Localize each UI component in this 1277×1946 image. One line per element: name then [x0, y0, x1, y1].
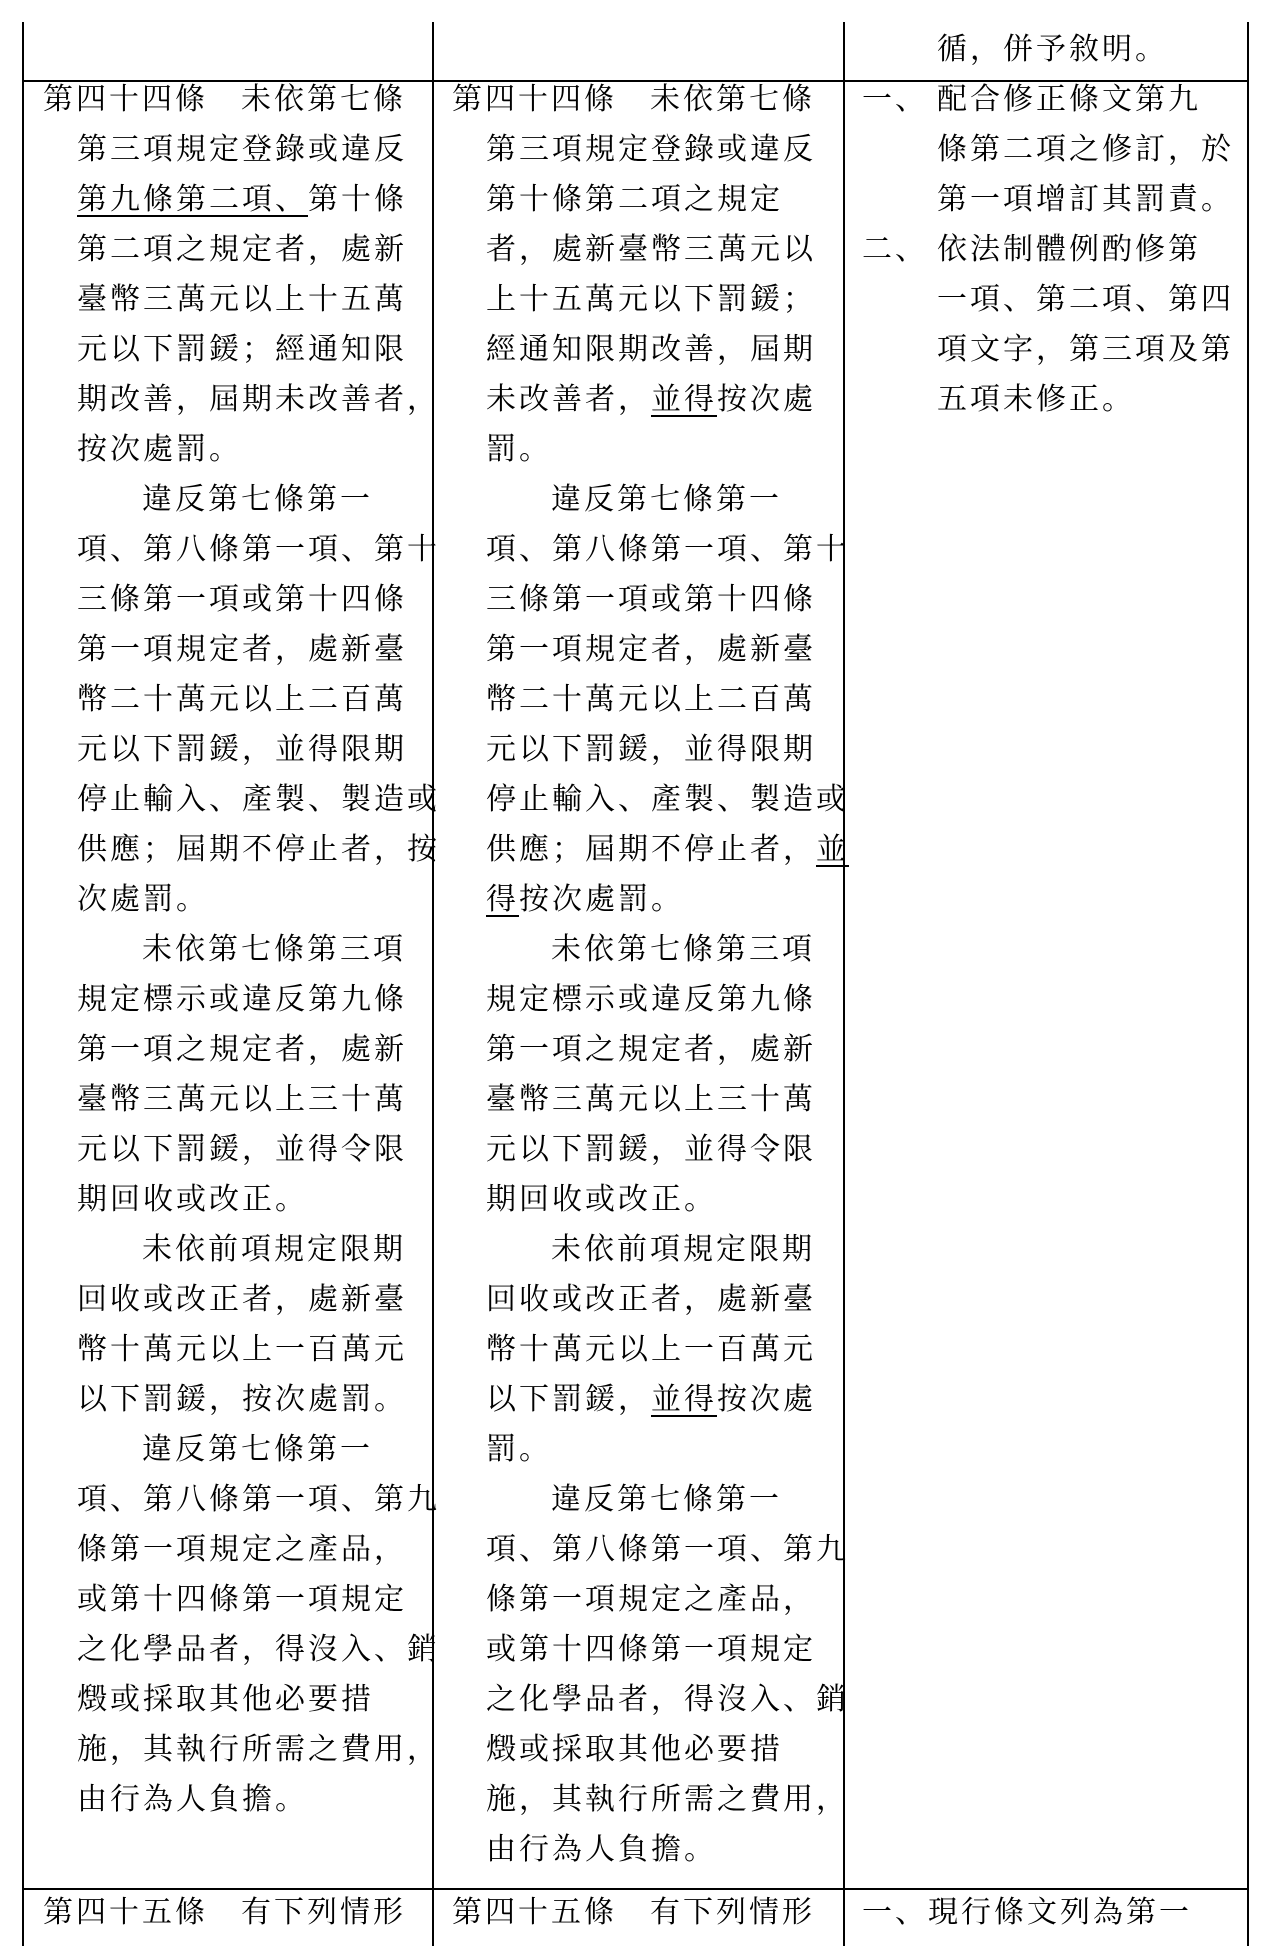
amended-44-p5-l3: 條第一項規定之產品，	[77, 1532, 407, 1567]
amended-44-p5-l4: 或第十四條第一項規定	[77, 1582, 407, 1617]
current-44-p1-l6: 經通知限期改善，屆期	[486, 332, 816, 367]
amended-44-p4-l2: 回收或改正者，處新臺	[77, 1282, 407, 1317]
current-44-p4-l1: 未依前項規定限期	[551, 1232, 815, 1267]
current-44-p4-l3: 幣十萬元以上一百萬元	[486, 1332, 816, 1367]
amended-44-p1-l7: 期改善，屆期未改善者，	[77, 382, 440, 417]
current-44-p5-l8: 由行為人負擔。	[486, 1832, 717, 1867]
amended-44-p2-l8: 供應；屆期不停止者，按	[77, 832, 440, 867]
current-44-p2-l9	[486, 875, 684, 925]
current-44-p4-l4-a: 以下罰鍰，	[486, 1382, 651, 1417]
current-44-underline-1: 並得	[651, 382, 717, 417]
amended-44-p5-l6: 燬或採取其他必要措	[77, 1682, 374, 1717]
explanation-tail: 循，併予敘明。	[937, 32, 1168, 67]
amended-44-p5-l5: 之化學品者，得沒入、銷	[77, 1632, 440, 1667]
current-44-p1-l7-a: 未改善者，	[486, 382, 651, 417]
explanation-item-1-l3: 第一項增訂其罰責。	[937, 182, 1234, 217]
explanation-item-2-l3: 項文字，第三項及第	[937, 332, 1234, 367]
column-border-left	[22, 22, 24, 1946]
current-44-p5-l2: 項、第八條第一項、第九	[486, 1532, 849, 1567]
amended-44-p4-l4: 以下罰鍰，按次處罰。	[77, 1382, 407, 1417]
explanation-item-2-l4: 五項未修正。	[937, 382, 1135, 417]
current-44-underline-2b: 得	[486, 882, 519, 917]
current-44-p2-l5: 幣二十萬元以上二百萬	[486, 682, 816, 717]
amended-44-p1-l3	[77, 175, 407, 225]
amended-44-p2-l9: 次處罰。	[77, 882, 209, 917]
current-44-p1-l2: 第三項規定登錄或違反	[486, 132, 816, 167]
explanation-item-1-number: 一、	[862, 82, 928, 117]
explanation-item-1-l2: 條第二項之修訂，於	[937, 132, 1234, 167]
current-44-p1-l3: 第十條第二項之規定	[486, 182, 783, 217]
amended-44-p2-l4: 第一項規定者，處新臺	[77, 632, 407, 667]
amended-44-p1-l8: 按次處罰。	[77, 432, 242, 467]
current-44-p2-l4: 第一項規定者，處新臺	[486, 632, 816, 667]
explanation-article-45-line: 一、現行條文列為第一	[862, 1895, 1192, 1930]
current-44-p2-l1: 違反第七條第一	[551, 482, 782, 517]
amended-44-p2-l6: 元以下罰鍰，並得限期	[77, 732, 407, 767]
current-44-underline-2a: 並	[816, 832, 849, 867]
amended-article-45-heading: 第四十五條 有下列情形	[43, 1895, 406, 1930]
amended-44-p1-l2: 第三項規定登錄或違反	[77, 132, 407, 167]
current-44-p3-l4: 臺幣三萬元以上三十萬	[486, 1082, 816, 1117]
current-44-p4-l4	[486, 1375, 816, 1425]
amended-44-p3-l4: 臺幣三萬元以上三十萬	[77, 1082, 407, 1117]
amended-44-p1-l5: 臺幣三萬元以上十五萬	[77, 282, 407, 317]
amended-44-underline-insert: 第九條第二項、	[77, 182, 308, 217]
current-44-p4-l5: 罰。	[486, 1432, 552, 1467]
current-article-45-heading: 第四十五條 有下列情形	[452, 1895, 815, 1930]
amended-44-p5-l2: 項、第八條第一項、第九	[77, 1482, 440, 1517]
current-44-p4-l4-b: 按次處	[717, 1382, 816, 1417]
current-44-p1-l7-b: 按次處	[717, 382, 816, 417]
amended-44-p3-l3: 第一項之規定者，處新	[77, 1032, 407, 1067]
current-44-p2-l2: 項、第八條第一項、第十	[486, 532, 849, 567]
explanation-item-2-l2: 一項、第二項、第四	[937, 282, 1234, 317]
amended-44-p2-l3: 三條第一項或第十四條	[77, 582, 407, 617]
amended-44-p5-l7: 施，其執行所需之費用，	[77, 1732, 440, 1767]
current-44-p3-l1: 未依第七條第三項	[551, 932, 815, 967]
amended-44-p2-l2: 項、第八條第一項、第十	[77, 532, 440, 567]
amended-44-p1-l1: 第四十四條 未依第七條	[43, 82, 406, 117]
current-44-p5-l7: 施，其執行所需之費用，	[486, 1782, 849, 1817]
current-44-p5-l5: 之化學品者，得沒入、銷	[486, 1682, 849, 1717]
current-44-p2-l3: 三條第一項或第十四條	[486, 582, 816, 617]
current-44-p3-l2: 規定標示或違反第九條	[486, 982, 816, 1017]
amended-44-p2-l7: 停止輸入、產製、製造或	[77, 782, 440, 817]
column-border-2	[843, 22, 845, 1946]
column-border-right	[1247, 22, 1249, 1946]
amended-44-p5-l8: 由行為人負擔。	[77, 1782, 308, 1817]
current-44-p1-l4: 者，處新臺幣三萬元以	[486, 232, 816, 267]
current-44-p5-l1: 違反第七條第一	[551, 1482, 782, 1517]
current-44-p1-l7	[486, 375, 816, 425]
current-44-underline-3: 並得	[651, 1382, 717, 1417]
current-44-p2-l7: 停止輸入、產製、製造或	[486, 782, 849, 817]
current-44-p1-l5: 上十五萬元以下罰鍰；	[486, 282, 816, 317]
amended-44-p4-l1: 未依前項規定限期	[142, 1232, 406, 1267]
current-44-p3-l6: 期回收或改正。	[486, 1182, 717, 1217]
amended-44-p1-l3-rest: 第十條	[308, 182, 407, 217]
current-44-p5-l6: 燬或採取其他必要措	[486, 1732, 783, 1767]
amended-44-p4-l3: 幣十萬元以上一百萬元	[77, 1332, 407, 1367]
amended-44-p3-l2: 規定標示或違反第九條	[77, 982, 407, 1017]
current-44-p5-l3: 條第一項規定之產品，	[486, 1582, 816, 1617]
explanation-item-2-number: 二、	[862, 232, 928, 267]
amended-44-p1-l4: 第二項之規定者，處新	[77, 232, 407, 267]
current-44-p2-l8-a: 供應；屆期不停止者，	[486, 832, 816, 867]
current-44-p4-l2: 回收或改正者，處新臺	[486, 1282, 816, 1317]
current-44-p3-l5: 元以下罰鍰，並得令限	[486, 1132, 816, 1167]
current-44-p3-l3: 第一項之規定者，處新	[486, 1032, 816, 1067]
amended-44-p3-l6: 期回收或改正。	[77, 1182, 308, 1217]
current-44-p1-l1: 第四十四條 未依第七條	[452, 82, 815, 117]
current-44-p1-l8: 罰。	[486, 432, 552, 467]
current-44-p2-l8	[486, 825, 849, 875]
current-44-p2-l9-b: 按次處罰。	[519, 882, 684, 917]
explanation-item-1-l1: 配合修正條文第九	[937, 82, 1201, 117]
amended-44-p3-l5: 元以下罰鍰，並得令限	[77, 1132, 407, 1167]
amended-44-p2-l1: 違反第七條第一	[142, 482, 373, 517]
current-44-p2-l6: 元以下罰鍰，並得限期	[486, 732, 816, 767]
amended-44-p3-l1: 未依第七條第三項	[142, 932, 406, 967]
amended-44-p2-l5: 幣二十萬元以上二百萬	[77, 682, 407, 717]
amended-44-p1-l6: 元以下罰鍰；經通知限	[77, 332, 407, 367]
explanation-item-2-l1: 依法制體例酌修第	[937, 232, 1201, 267]
amended-44-p5-l1: 違反第七條第一	[142, 1432, 373, 1467]
current-44-p5-l4: 或第十四條第一項規定	[486, 1632, 816, 1667]
